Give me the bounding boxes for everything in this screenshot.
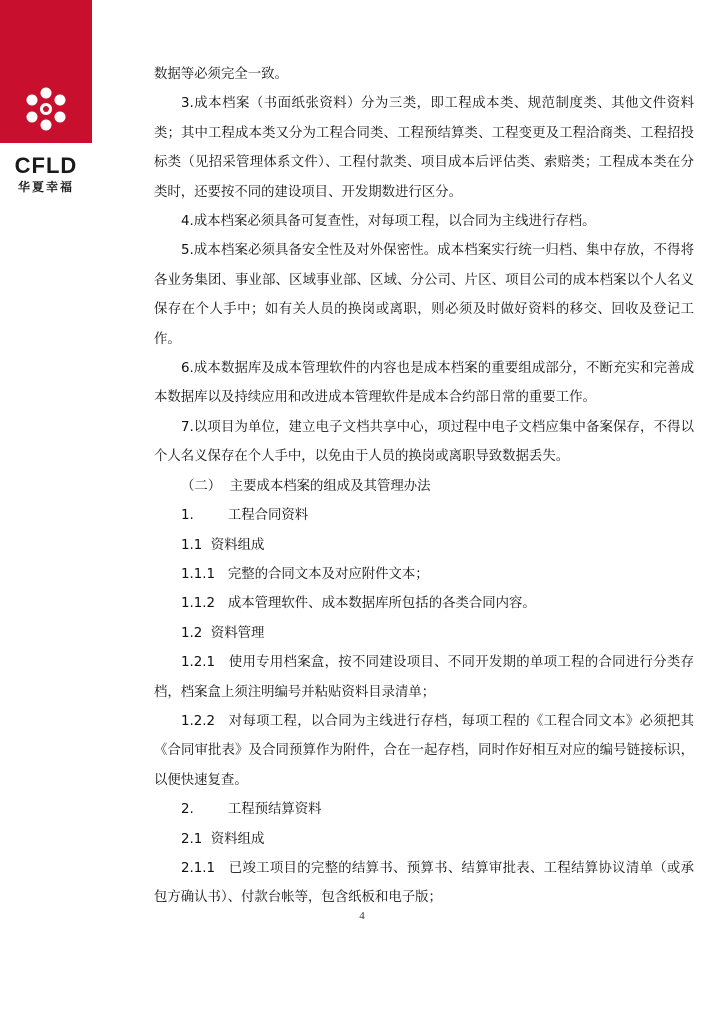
subsection-heading: 1.2 资料管理 — [181, 625, 265, 641]
paragraph: 4.成本档案必须具备可复查性，对每项工程，以合同为主线进行存档。 — [181, 214, 596, 230]
list-item: 1.2.2 对每项工程，以合同为主线进行存档，每项工程的《工程合同文本》必须把其《合同审批表》及合同预算作为附件，合在一起存档，同时作好相互对应的编号链接标识，以便快速复查。 — [154, 713, 694, 788]
subsection-heading: 1. 工程合同资料 — [181, 508, 309, 524]
brand-name-chinese: 华夏幸福 — [17, 180, 74, 194]
subsection-heading: 2.1 资料组成 — [181, 831, 265, 847]
paragraph: 7.以项目为单位，建立电子文档共享中心，项过程中电子文档应集中备案保存，不得以个人名义保存在个人手中，以免由于人员的换岗或离职导致数据丢失。 — [154, 419, 694, 465]
list-item: 1.1.1 完整的合同文本及对应附件文本； — [181, 566, 429, 582]
document-body — [154, 60, 694, 913]
paragraph: 数据等必须完全一致。 — [154, 67, 288, 82]
brand-logo-panel — [0, 0, 92, 143]
subsection-heading: 1.1 资料组成 — [181, 537, 265, 553]
list-item: 1.1.2 成本管理软件、成本数据库所包括的各类合同内容。 — [181, 596, 536, 612]
subsection-heading: 2. 工程预结算资料 — [181, 802, 322, 818]
list-item: 2.1.1 已竣工项目的完整的结算书、预算书、结算审批表、工程结算协议清单（或承包方确认书）、付款台帐等，包含纸板和电子版； — [154, 860, 694, 906]
brand-name: CFLD — [14, 153, 78, 178]
paragraph: 3.成本档案（书面纸张资料）分为三类，即工程成本类、规范制度类、其他文件资料类；其中工程成本类又分为工程合同类、工程预结算类、工程变更及工程洽商类、工程招投标类（见招采管理体系文件）、工程付款类、项目成本后评估类、索赔类；工程成本类在分类时，还要按不同的建设项目、开发期数进行区分。 — [154, 96, 694, 200]
flower-logo-icon — [23, 86, 69, 132]
section-heading: （二） 主要成本档案的组成及其管理办法 — [181, 478, 431, 494]
list-item: 1.2.1 使用专用档案盒，按不同建设项目、不同开发期的单项工程的合同进行分类存档，档案盒上须注明编号并粘贴资料目录清单； — [154, 655, 694, 700]
page-number: 4 — [359, 910, 365, 922]
paragraph: 6.成本数据库及成本管理软件的内容也是成本档案的重要组成部分，不断充实和完善成本数据库以及持续应用和改进成本管理软件是成本合约部日常的重要工作。 — [154, 361, 694, 406]
paragraph: 5.成本档案必须具备安全性及对外保密性。成本档案实行统一归档、集中存放，不得将各业务集团、事业部、区域事业部、区域、分公司、片区、项目公司的成本档案以个人名义保存在个人手中；如有关人员的换岗或离职，则必须及时做好资料的移交、回收及登记工作。 — [154, 243, 694, 347]
